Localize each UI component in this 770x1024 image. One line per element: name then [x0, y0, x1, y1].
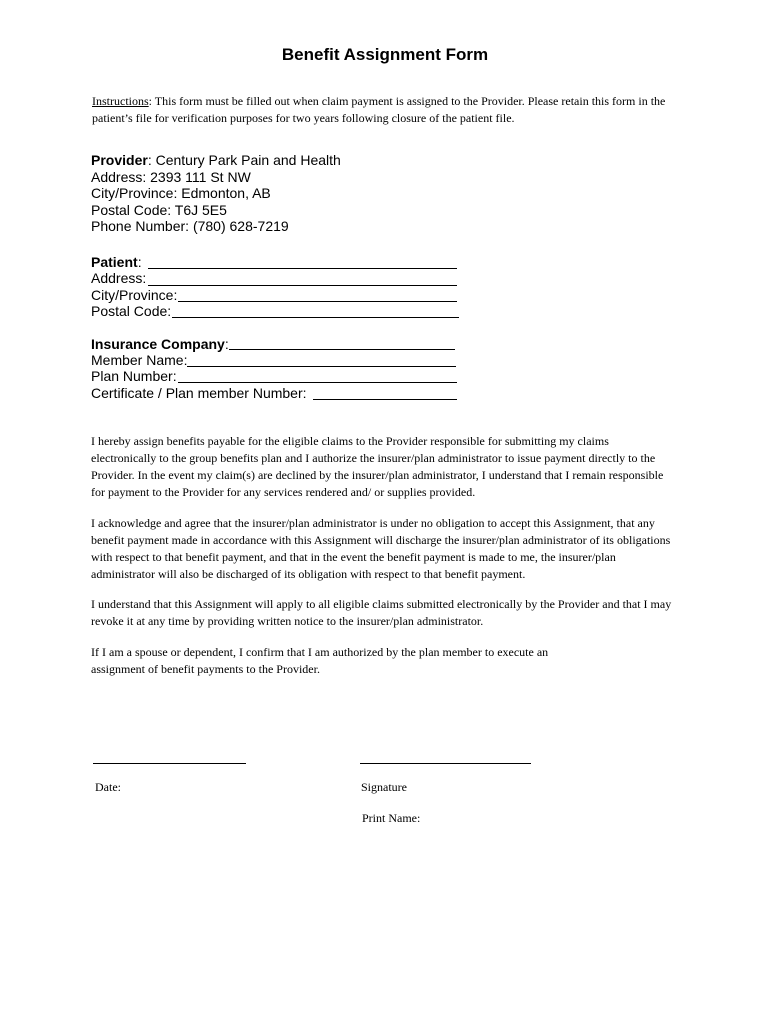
plan-number-field[interactable]	[178, 382, 457, 383]
provider-city: City/Province: Edmonton, AB	[91, 185, 271, 201]
date-line[interactable]	[93, 763, 246, 764]
form-title: Benefit Assignment Form	[281, 45, 489, 64]
provider-name: : Century Park Pain and Health	[147, 152, 341, 168]
provider-postal: Postal Code: T6J 5E5	[91, 202, 227, 218]
patient-postal-field[interactable]	[172, 317, 459, 318]
signature-line[interactable]	[360, 763, 531, 764]
instructions	[92, 93, 677, 127]
insurance-company-field[interactable]	[229, 349, 455, 350]
patient-address-field[interactable]	[148, 285, 457, 286]
paragraph-assign: I hereby assign benefits payable for the eligible claims to the Provider responsible for submitting my claims electronically to the group benefits plan and I authorize the insurer/plan administrator to issue payment directly to the Provider. In the event my claim(s) are declined by the insurer/plan administrator, I understand that I remain responsible for payment to the Provider for any services rendered and/ or supplies provided.	[91, 434, 664, 499]
insurance-colon: :	[224, 336, 229, 352]
paragraph-revoke: I understand that this Assignment will apply to all eligible claims submitted electronically by the Provider and that I may revoke it at any time by providing written notice to the insurer/plan administrator.	[91, 597, 672, 628]
patient-address-label: Address:	[91, 270, 147, 286]
paragraph-dependent: If I am a spouse or dependent, I confirm that I am authorized by the plan member to execute an assignment of benefit payments to the Provider.	[91, 645, 549, 676]
member-name-label: Member Name:	[91, 352, 188, 368]
insurance-label-row	[91, 336, 229, 353]
patient-city-field[interactable]	[178, 301, 457, 302]
print-name-label: Print Name:	[362, 811, 421, 825]
certificate-label: Certificate / Plan member Number:	[91, 385, 307, 401]
instructions-label: Instructions	[92, 94, 149, 108]
patient-label: Patient	[91, 254, 138, 270]
member-name-field[interactable]	[187, 366, 456, 367]
date-label: Date:	[95, 780, 121, 794]
patient-name-field[interactable]	[148, 268, 457, 269]
certificate-field[interactable]	[313, 399, 457, 400]
patient-postal-label: Postal Code:	[91, 303, 172, 319]
patient-label-row	[91, 254, 142, 271]
signature-label: Signature	[361, 780, 407, 794]
provider-label: Provider	[91, 152, 148, 168]
provider-phone: Phone Number: (780) 628-7219	[91, 218, 289, 234]
instructions-text: : This form must be filled out when claim payment is assigned to the Provider. Please retain this form in the patient’s file for verification purposes for two years following closure of the patient file.	[92, 94, 666, 125]
patient-city-label: City/Province:	[91, 287, 178, 303]
insurance-label: Insurance Company	[91, 336, 225, 352]
patient-colon: :	[137, 254, 142, 270]
provider-address: Address: 2393 111 St NW	[91, 169, 251, 185]
provider-name-row	[91, 152, 341, 169]
paragraph-acknowledge: I acknowledge and agree that the insurer/plan administrator is under no obligation to accept this Assignment, that any benefit payment made in accordance with this Assignment will discharge the insurer/plan administrator of its obligations with respect to that benefit payment, and that in the event the benefit payment is made to me, the insurer/plan administrator will also be discharged of its obligation with respect to that benefit payment.	[91, 516, 671, 581]
plan-number-label: Plan Number:	[91, 368, 177, 384]
